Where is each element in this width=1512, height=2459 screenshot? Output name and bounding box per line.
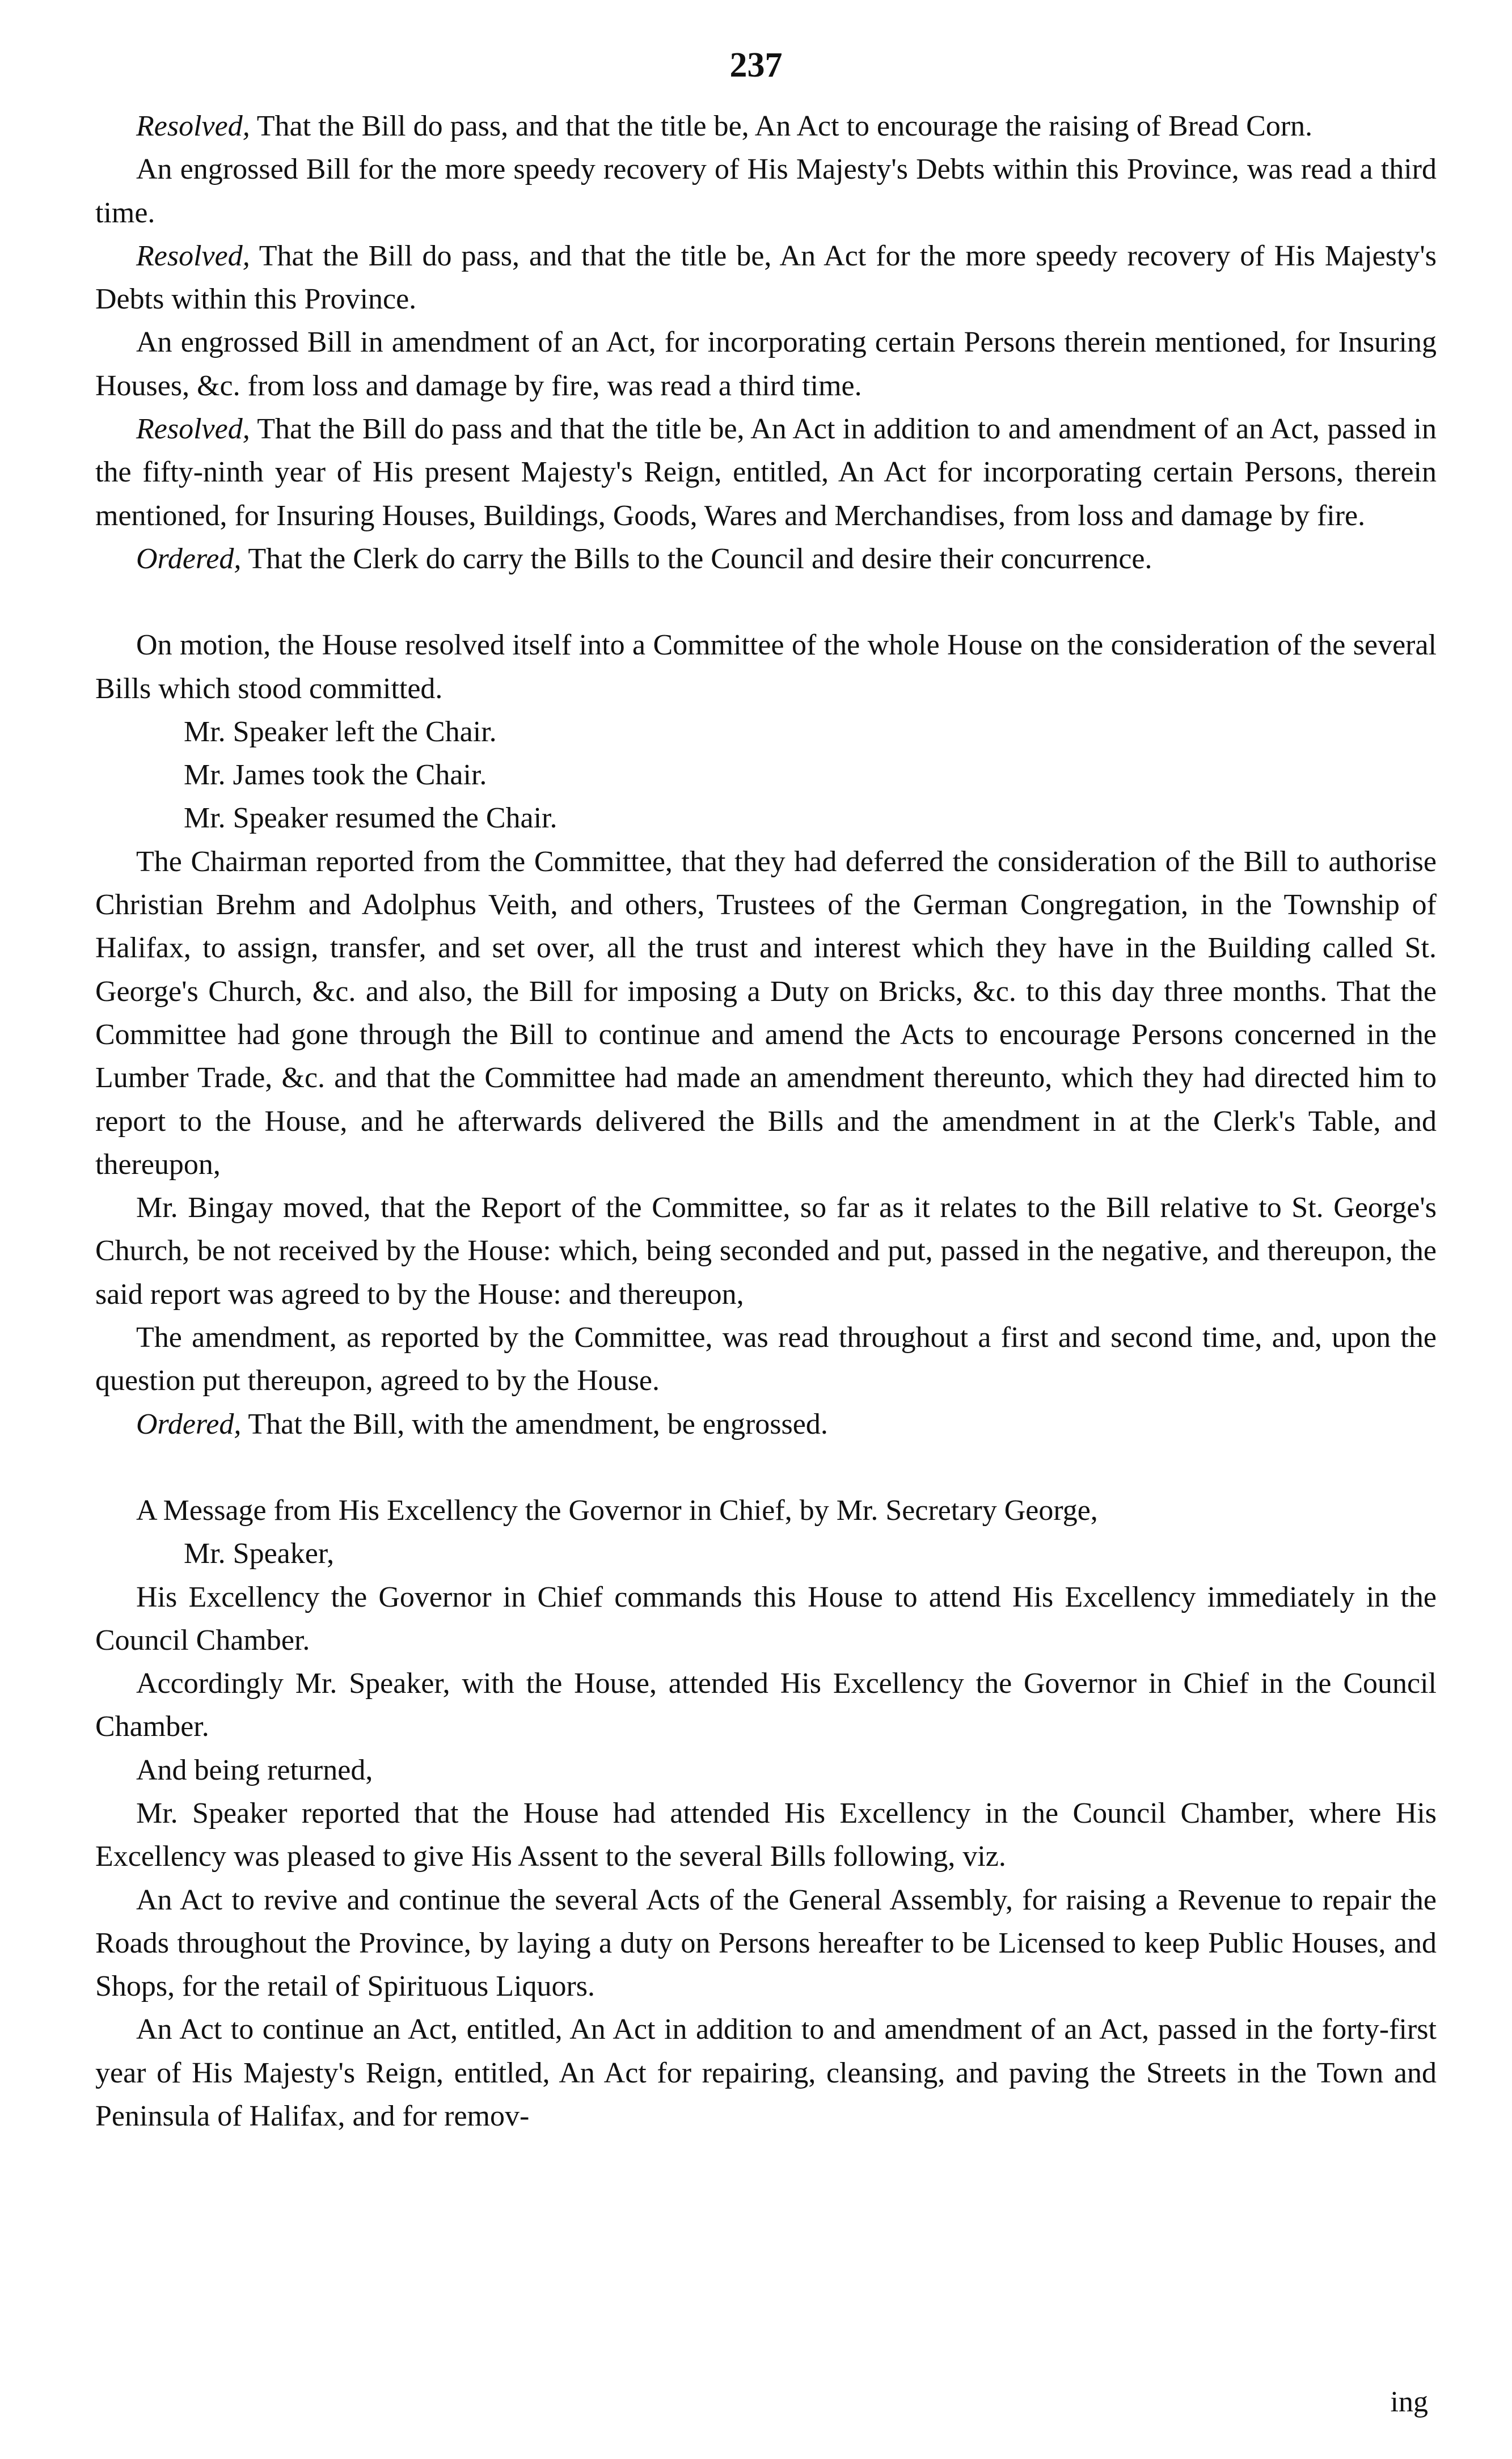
- paragraph-accordingly: [95, 1662, 1437, 1749]
- paragraph-act-streets-halifax: [95, 2008, 1437, 2138]
- paragraph-text: That the Bill do pass and that the title be, An Act in addition to and amendment of an Act, passed in the fifty-ninth year of His present Majesty's Reign, entitled, An Act for incorporating certain Persons, therein mentioned, for Insuring Houses, Buildings, Goods, Wares and Merchandises, from loss and damage by fire.: [95, 413, 1437, 532]
- paragraph-mr-speaker: [95, 1532, 1437, 1575]
- paragraph-text: That the Bill do pass, and that the title be, An Act to encourage the raising of Bread Corn.: [250, 110, 1313, 142]
- paragraph-text: An Act to revive and continue the several Acts of the General Assembly, for raising a Revenue to repair the Roads throughout the Province, by laying a duty on Persons hereafter to be Licensed to keep Public Houses, and Shops, for the retail of Spirituous Liquors.: [95, 1883, 1437, 2003]
- paragraph-text: A Message from His Excellency the Governor in Chief, by Mr. Secretary George,: [136, 1494, 1098, 1527]
- paragraph-label: Ordered,: [136, 1408, 242, 1440]
- paragraph-committee-motion: [95, 624, 1437, 711]
- paragraph-text: Mr. Speaker,: [184, 1537, 335, 1570]
- paragraph-text: Accordingly Mr. Speaker, with the House, attended His Excellency the Governor in Chief in the Council Chamber.: [95, 1667, 1437, 1743]
- paragraph-text: Mr. Bingay moved, that the Report of the Committee, so far as it relates to the Bill relative to St. George's Church, be not received by the House: which, being seconded and put, passed in the negative, and thereupon, the said report was agreed to by the House: and thereupon,: [95, 1192, 1437, 1311]
- journal-text: [95, 105, 1437, 2138]
- paragraph-text: And being returned,: [136, 1754, 373, 1786]
- paragraph-text: An engrossed Bill in amendment of an Act, for incorporating certain Persons therein mentioned, for Insuring Houses, &c. from loss and damage by fire, was read a third time.: [95, 326, 1437, 402]
- catchword: ing: [1390, 2386, 1428, 2418]
- paragraph-text: Mr. Speaker resumed the Chair.: [184, 802, 558, 835]
- paragraph-label: Resolved,: [136, 239, 250, 272]
- paragraph-speaker-left: [95, 711, 1437, 754]
- paragraph-label: Ordered,: [136, 542, 242, 575]
- paragraph-governor-commands: [95, 1576, 1437, 1663]
- paragraph-message-governor: [95, 1489, 1437, 1532]
- paragraph-being-returned: [95, 1749, 1437, 1792]
- paragraph-text: Mr. Speaker left the Chair.: [184, 715, 497, 748]
- paragraph-engrossed-insurance-bill: [95, 321, 1437, 408]
- paragraph-ordered-clerk: [95, 538, 1437, 581]
- paragraph-text: That the Clerk do carry the Bills to the Council and desire their concurrence.: [241, 542, 1152, 575]
- paragraph-text: Mr. James took the Chair.: [184, 759, 487, 792]
- paragraph-label: Resolved,: [136, 413, 250, 446]
- paragraph-text: On motion, the House resolved itself into a Committee of the whole House on the consideration of the several Bills which stood committed.: [95, 629, 1437, 705]
- paragraph-ordered-engrossed: [95, 1403, 1437, 1446]
- paragraph-text: The Chairman reported from the Committee, that they had deferred the consideration of the Bill to authorise Christian Brehm and Adolphus Veith, and others, Trustees of the German Congregation, in the Township of Halifax, to assign, transfer, and set over, all the trust and interest which they have in the Building called St. George's Church, &c. and also, the Bill for imposing a Duty on Bricks, &c. to this day three months. That the Committee had gone through the Bill to continue and amend the Acts to encourage Persons concerned in the Lumber Trade, &c. and that the Committee had made an amendment thereunto, which they had directed him to report to the House, and he afterwards delivered the Bills and the amendment in at the Clerk's Table, and thereupon,: [95, 845, 1437, 1181]
- paragraph-resolved-debts: [95, 235, 1437, 322]
- paragraph-resolved-insurance: [95, 408, 1437, 538]
- paragraph-text: An engrossed Bill for the more speedy recovery of His Majesty's Debts within this Province, was read a third time.: [95, 153, 1437, 229]
- paragraph-text: The amendment, as reported by the Committee, was read throughout a first and second time, and, upon the question put thereupon, agreed to by the House.: [95, 1321, 1437, 1397]
- paragraph-amendment-read: [95, 1316, 1437, 1403]
- paragraph-bingay-motion: [95, 1186, 1437, 1316]
- paragraph-resolved-bread-corn: [95, 105, 1437, 148]
- paragraph-text: An Act to continue an Act, entitled, An Act in addition to and amendment of an Act, passed in the forty-first year of His Majesty's Reign, entitled, An Act for repairing, cleansing, and paving the Streets in the Town and Peninsula of Halifax, and for remov-: [95, 2013, 1437, 2133]
- paragraph-text: That the Bill do pass, and that the title be, An Act for the more speedy recovery of His Majesty's Debts within this Province.: [95, 239, 1437, 316]
- paragraph-engrossed-debts-bill: [95, 148, 1437, 235]
- paragraph-act-revenue-roads: [95, 1879, 1437, 2009]
- paragraph-label: Resolved,: [136, 110, 250, 142]
- paragraph-text: Mr. Speaker reported that the House had attended His Excellency in the Council Chamber, where His Excellency was pleased to give His Assent to the several Bills following, viz.: [95, 1797, 1437, 1873]
- page-number: 237: [729, 46, 783, 84]
- paragraph-chairman-report: [95, 840, 1437, 1186]
- paragraph-speaker-reported-assent: [95, 1792, 1437, 1879]
- paragraph-speaker-resumed: [95, 797, 1437, 840]
- paragraph-text: That the Bill, with the amendment, be engrossed.: [241, 1408, 828, 1440]
- paragraph-text: His Excellency the Governor in Chief commands this House to attend His Excellency immediately in the Council Chamber.: [95, 1581, 1437, 1657]
- paragraph-james-took-chair: [95, 754, 1437, 797]
